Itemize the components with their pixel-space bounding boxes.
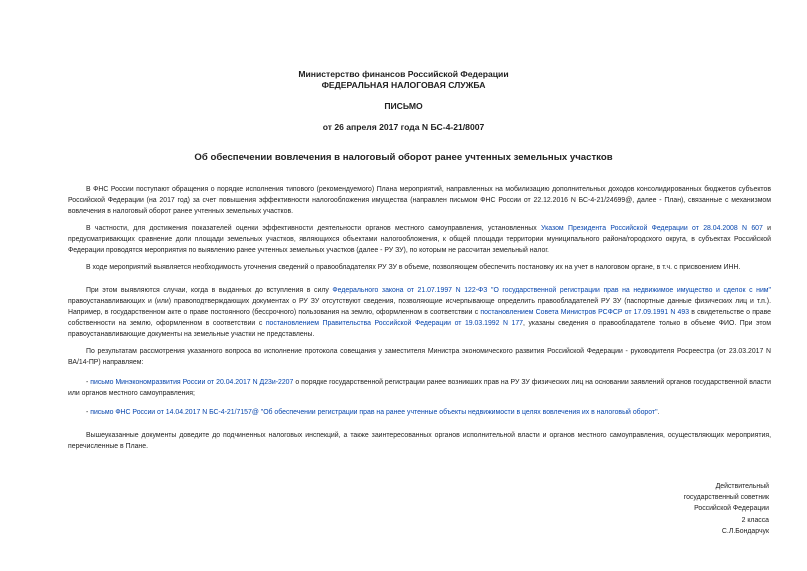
paragraph-4 bbox=[68, 285, 771, 340]
list-dash: - bbox=[86, 379, 91, 386]
signatory-name: С.Л.Бондарчук bbox=[721, 527, 769, 535]
paragraph-6-text-after: о порядке государственной регистрации ранее возникших прав на РУ ЗУ физических лиц на основании заявлений органов государственной власти или органов местного самоуправления; bbox=[68, 379, 771, 397]
ministry-name: Министерство финансов Российской Федерации bbox=[298, 69, 509, 79]
paragraph-7-text-after: . bbox=[657, 409, 660, 416]
document-type: ПИСЬМО bbox=[384, 101, 423, 111]
paragraph-6 bbox=[68, 377, 771, 399]
signature-line-2: государственный советник bbox=[683, 494, 769, 502]
paragraph-1: В ФНС России поступают обращения о порядке исполнения типового (рекомендуемого) Плана мероприятий, направленных на мобилизацию дополнительных доходов консолидированных бюджетов субъектов Российской Федерации (на 2017 год) за счет повышения эффективности налогообложения имущества (направлен письмом ФНС России от 22.12.2016 N БС-4-21/24699@, далее - План), связанные с механизмом вовлечения в налоговый оборот ранее учтенных земельных участков. bbox=[68, 186, 771, 215]
paragraph-5: По результатам рассмотрения указанного вопроса во исполнение протокола совещания у заместителя Министра экономического развития Российской Федерации - руководителя Росреестра (от 23.03.2017 N ВА/14-ПР) направляем: bbox=[68, 348, 771, 366]
paragraph-8: Вышеуказанные документы доведите до подчиненных налоговых инспекций, а также заинтересованных органов исполнительной власти и органов местного самоуправления, осуществляющих мероприятия, перечисленные в Плане. bbox=[68, 432, 771, 450]
fns-letter-link[interactable]: письмо ФНС России от 14.04.2017 N БС-4-21/7157@ "Об обеспечении регистрации прав на ранее учтенные объекты недвижимости в целях вовлечения их в налоговый оборот" bbox=[90, 409, 658, 416]
paragraph-4-text-mid1: правоустанавливающих и (или) правоподтверждающих документах о РУ ЗУ отсутствуют сведения, позволяющие исчерпывающе определить правообладателей РУ ЗУ (паспортные данные физических лиц и т.п.). Например, в государственном акте о праве постоянного (бессрочного) пользования на землю, оформленном в соответствии с bbox=[68, 298, 771, 316]
signature-line-4: 2 класса bbox=[741, 516, 769, 524]
signature-block bbox=[684, 481, 769, 537]
paragraph-4-text-mid2: в свидетельстве о праве собственности на землю, оформленном в соответствии с bbox=[68, 309, 772, 327]
government-resolution-link[interactable]: постановлением Правительства Российской Федерации от 19.03.1992 N 177 bbox=[265, 320, 524, 327]
service-name: ФЕДЕРАЛЬНАЯ НАЛОГОВАЯ СЛУЖБА bbox=[321, 80, 486, 90]
paragraph-7 bbox=[68, 407, 771, 418]
paragraph-3: В ходе мероприятий выявляется необходимость уточнения сведений о правообладателях РУ ЗУ в объеме, позволяющем обеспечить постановку их на учет в налоговом органе, в т.ч. с присвоением ИНН. bbox=[86, 264, 741, 271]
council-resolution-link[interactable]: постановлением Совета Министров РСФСР от 17.09.1991 N 493 bbox=[480, 309, 690, 316]
paragraph-4-text-after: , указаны сведения о правообладателе только в объеме ФИО. При этом правоустанавливающие документы на земельные участки не представлены. bbox=[68, 320, 771, 338]
paragraph-2-text-before: В частности, для достижения показателей оценки эффективности деятельности органов местного самоуправления, установленных bbox=[86, 225, 542, 232]
list-dash: - bbox=[86, 409, 91, 416]
paragraph-4-text-before: При этом выявляются случаи, когда в выданных до вступления в силу bbox=[86, 287, 333, 294]
document-date-number: от 26 апреля 2017 года N БС-4-21/8007 bbox=[322, 122, 485, 132]
ministry-letter-link[interactable]: письмо Минэкономразвития России от 20.04.2017 N Д23и-2207 bbox=[90, 379, 294, 386]
federal-law-link[interactable]: Федерального закона от 21.07.1997 N 122-ФЗ "О государственной регистрации прав на недвижимое имущество и сделок с ним" bbox=[332, 287, 771, 294]
signature-line-1: Действительный bbox=[715, 483, 769, 490]
signature-line-3: Российской Федерации bbox=[694, 505, 769, 513]
decree-link[interactable]: Указом Президента Российской Федерации от 28.04.2008 N 607 bbox=[541, 225, 763, 232]
document-title: Об обеспечении вовлечения в налоговый оборот ранее учтенных земельных участков bbox=[194, 152, 613, 163]
paragraph-2-text-after: и предусматривающих сравнение доли площади земельных участков, являющихся объектами налогообложения, к общей площади территории муниципального района/городского округа, в субъектах Российской Федерации проводятся мероприятия по выявлению ранее учтенных земельных участков (далее - РУ ЗУ), по которым не рассчитан земельный налог. bbox=[68, 225, 772, 254]
paragraph-2 bbox=[68, 223, 771, 256]
